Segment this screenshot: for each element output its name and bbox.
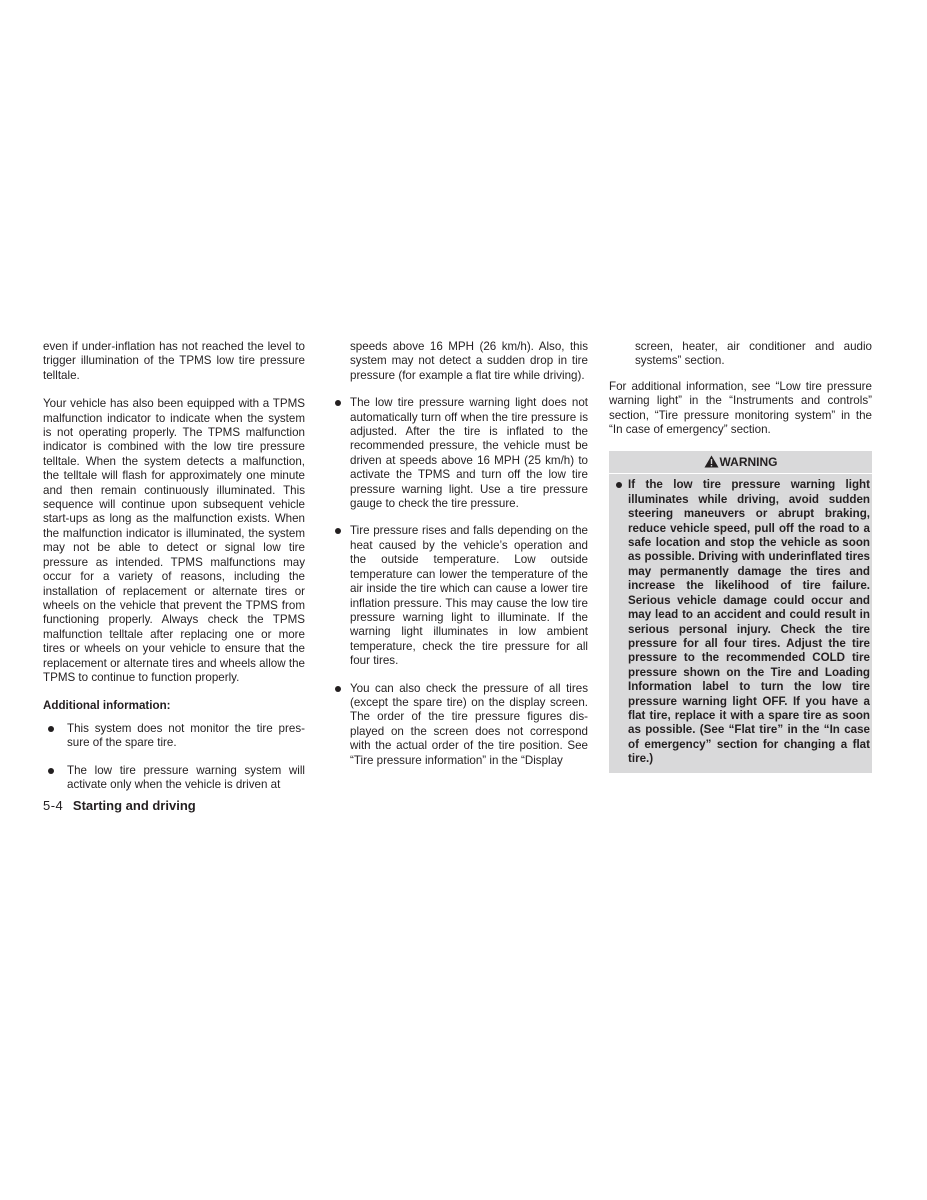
warning-title [609,451,872,474]
bullet-list-additional-info [43,722,305,793]
paragraph-additional-reference: For additional information, see “Low tire pressure warning light” in the “Instruments and controls” section, “Tire pressure monitoring system” in the “In case of emergency” section. [609,379,872,437]
column-right [609,340,872,773]
warning-triangle-icon [704,455,719,468]
heading-additional-information: Additional information: [43,699,171,713]
warning-body [609,474,872,766]
list-item [334,524,588,668]
list-item-text: This system does not monitor the tire pressure of the spare tire. [67,721,305,750]
list-item [334,682,588,768]
bullet-continuation: speeds above 16 MPH (26 km/h). Also, this system may not detect a sudden drop in tire pressure (for example a flat tire while driving). [350,340,588,382]
warning-title-text: WARNING [719,455,778,470]
list-item-text: The low tire pressure warning light does not automatically turn off when the tire pressure is adjusted. After the tire is inflated to the recommended pressure, the vehicle must be driven at speeds above 16 MPH (25 km/h) to activate the TPMS and turn off the low tire pressure warning light. Use a tire pressure gauge to check the tire pressure. [350,396,588,511]
list-item-text: The low tire pressure warning system will activate only when the vehicle is driven at [67,763,305,791]
list-item [43,764,305,793]
list-item [334,396,588,511]
column-middle [334,340,588,781]
paragraph-malfunction-indicator: Your vehicle has also been equipped with a TPMS malfunction indicator to indicate when the system is not operating properly. The TPMS malfunction indicator is combined with the low tire pressure telltale. When the system detects a malfunction, the telltale will flash for approximately one minute and then remain continuously illuminated. This sequence will continue upon subsequent vehicle start-ups as long as the malfunction exists. When the malfunction indicator is illuminated, the system may not be able to detect or signal low tire pressure as intended. TPMS malfunctions may occur for a variety of reasons, including the installation of replacement or alternate tires or wheels on the vehicle that prevent the TPMS from functioning properly. Always check the TPMS malfunction telltale after replacing one or more tires or wheels on your vehicle to ensure that the replacement or alternate tires and wheels allow the TPMS to continue to function properly. [43,397,305,684]
bullet-icon [335,686,341,692]
section-title: Starting and driving [72,798,196,813]
list-item-text: Tire pressure rises and falls depending on the heat caused by the vehicle’s operation and the outside temperature. Low outside temperature can lower the temperature of the air inside the tire which can cause a lower tire inflation pressure. This may cause the low tire pressure warning light to illuminate. If the warning light illuminates in low ambient temperature, check the tire pressure for all four tires. [350,524,588,668]
list-item-text: You can also check the pressure of all tires (except the spare tire) on the display screen. The order of the tire pressure figures displayed on the screen does not correspond with the actual order of the tire position. See “Tire pressure information” in the “Display [350,681,588,767]
warning-box [609,451,872,772]
paragraph-inflation-continued: even if under-inflation has not reached the level to trigger illumination of the TPMS low tire pressure telltale. [43,340,305,382]
bullet-icon [48,768,54,774]
bullet-icon [335,400,341,406]
bullet-list-tpms-notes [334,396,588,768]
column-left [43,340,305,805]
page-number: 5-4 [43,798,64,813]
page-footer [43,798,196,814]
bullet-continuation: screen, heater, air conditioner and audio systems” section. [635,340,872,368]
bullet-icon [616,482,622,488]
bullet-icon [335,528,341,534]
warning-text: If the low tire pressure warning light illuminates while driving, avoid sudden steering maneuvers or abrupt braking, reduce vehicle speed, pull off the road to a safe location and stop the vehicle as soon as possible. Driving with underinflated tires may permanently damage the tires and increase the likelihood of tire failure. Serious vehicle damage could occur and may lead to an accident and could result in serious personal injury. Check the tire pressure for all four tires. Adjust the tire pressure to the recommended COLD tire pressure shown on the Tire and Loading Information label to turn the low tire pressure warning light OFF. If you have a flat tire, replace it with a spare tire as soon as possible. (See “Flat tire” in the “In case of emergency” section for changing a flat tire.) [628,478,870,766]
list-item [43,722,305,751]
bullet-icon [48,726,54,732]
